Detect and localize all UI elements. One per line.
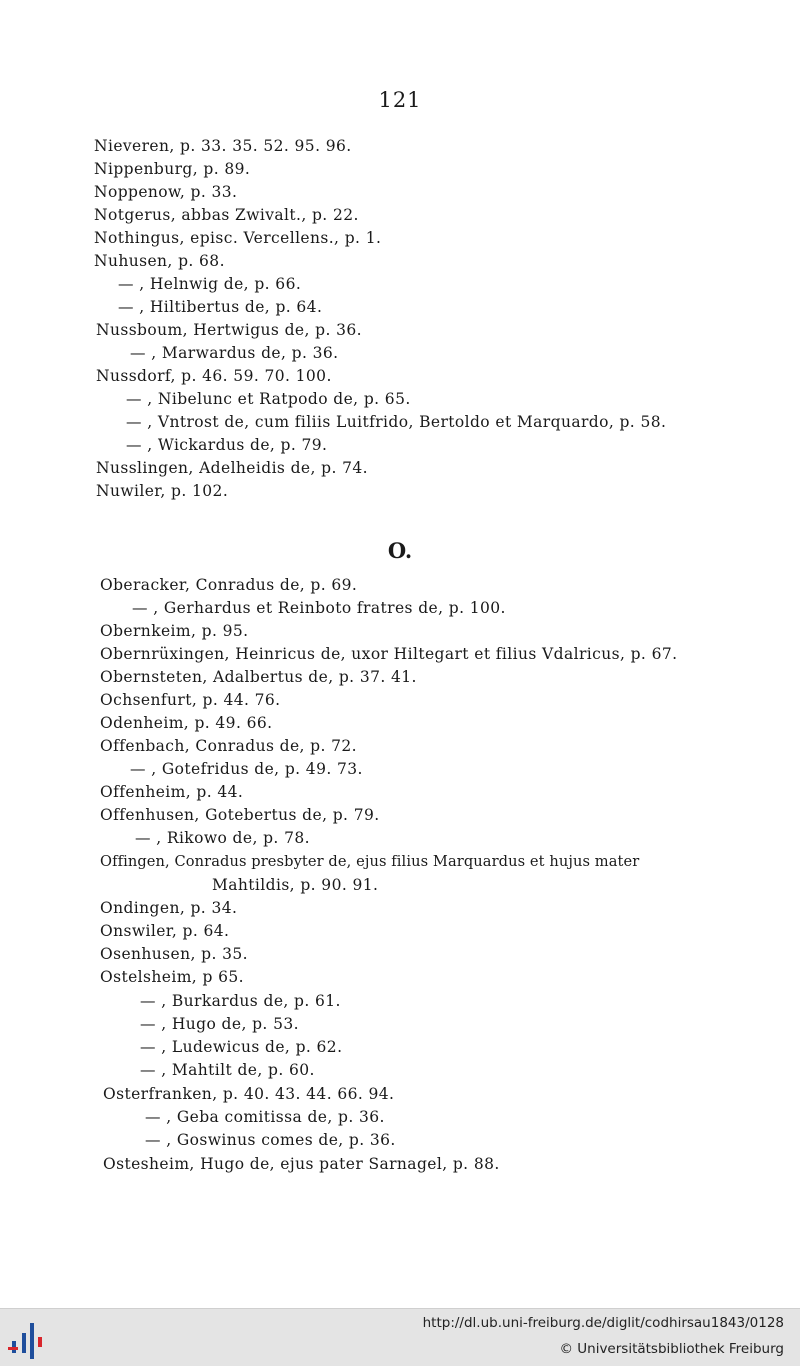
index-entry: Onswiler, p. 64. [100,922,230,940]
index-entry: Nippenburg, p. 89. [94,160,251,178]
index-entry-sub: — , Vntrost de, cum filiis Luitfrido, Bertoldo et Marquardo, p. 58. [126,413,667,431]
index-entry: Nieveren, p. 33. 35. 52. 95. 96. [94,137,352,155]
index-entry-sub: — , Ludewicus de, p. 62. [140,1038,343,1056]
index-entry: Odenheim, p. 49. 66. [100,714,273,732]
index-entry-sub: — , Gotefridus de, p. 49. 73. [130,760,363,778]
copyright-notice: © Universitätsbibliothek Freiburg [559,1341,784,1357]
index-entry-sub: — , Wickardus de, p. 79. [126,436,328,454]
index-entry-sub: — , Hugo de, p. 53. [140,1015,299,1033]
index-entry-sub: — , Burkardus de, p. 61. [140,992,341,1010]
index-entry: Ochsenfurt, p. 44. 76. [100,691,281,709]
footer-bar [0,1308,800,1366]
page-number: 121 [378,88,422,112]
index-entry: Ondingen, p. 34. [100,899,238,917]
logo-bar [8,1347,18,1350]
logo-bar [30,1323,34,1359]
index-entry-sub: — , Goswinus comes de, p. 36. [145,1131,396,1149]
logo-bar [38,1337,42,1347]
index-entry: Nothingus, episc. Vercellens., p. 1. [94,229,382,247]
index-entry: Obernkeim, p. 95. [100,622,249,640]
index-entry-sub: — , Mahtilt de, p. 60. [140,1061,315,1079]
index-entry: Ostesheim, Hugo de, ejus pater Sarnagel, p. 88. [103,1155,500,1173]
index-entry: Nussdorf, p. 46. 59. 70. 100. [96,367,332,385]
index-entry-sub: — , Geba comitissa de, p. 36. [145,1108,385,1126]
index-entry-sub: — , Hiltibertus de, p. 64. [118,298,323,316]
logo-bar [22,1333,26,1353]
index-entry-sub: — , Rikowo de, p. 78. [135,829,310,847]
index-entry: Nusslingen, Adelheidis de, p. 74. [96,459,368,477]
index-entry-sub: — , Nibelunc et Ratpodo de, p. 65. [126,390,411,408]
index-entry: Nuhusen, p. 68. [94,252,225,270]
index-entry: Osterfranken, p. 40. 43. 44. 66. 94. [103,1085,395,1103]
index-entry-sub: — , Helnwig de, p. 66. [118,275,302,293]
index-entry-continuation: Mahtildis, p. 90. 91. [212,876,379,894]
ub-freiburg-logo-icon[interactable] [8,1319,52,1359]
document-url-link[interactable]: http://dl.ub.uni-freiburg.de/diglit/codhirsau1843/0128 [422,1315,784,1331]
index-entry: Obernsteten, Adalbertus de, p. 37. 41. [100,668,417,686]
index-entry: Offenheim, p. 44. [100,783,244,801]
index-entry: Ostelsheim, p 65. [100,968,244,986]
index-entry: Obernrüxingen, Heinricus de, uxor Hiltegart et filius Vdalricus, p. 67. [100,645,678,663]
index-entry: Nuwiler, p. 102. [96,482,229,500]
index-entry-sub: — , Marwardus de, p. 36. [130,344,339,362]
index-entry: Oberacker, Conradus de, p. 69. [100,576,358,594]
index-entry-sub: — , Gerhardus et Reinboto fratres de, p. 100. [132,599,506,617]
section-heading: O. [387,538,413,563]
index-entry: Offenhusen, Gotebertus de, p. 79. [100,806,380,824]
index-entry: Osenhusen, p. 35. [100,945,248,963]
index-entry: Notgerus, abbas Zwivalt., p. 22. [94,206,359,224]
index-entry: Nussboum, Hertwigus de, p. 36. [96,321,362,339]
index-entry: Offenbach, Conradus de, p. 72. [100,737,358,755]
index-entry: Offingen, Conradus presbyter de, ejus filius Marquardus et hujus mater [100,853,640,870]
index-entry: Noppenow, p. 33. [94,183,238,201]
